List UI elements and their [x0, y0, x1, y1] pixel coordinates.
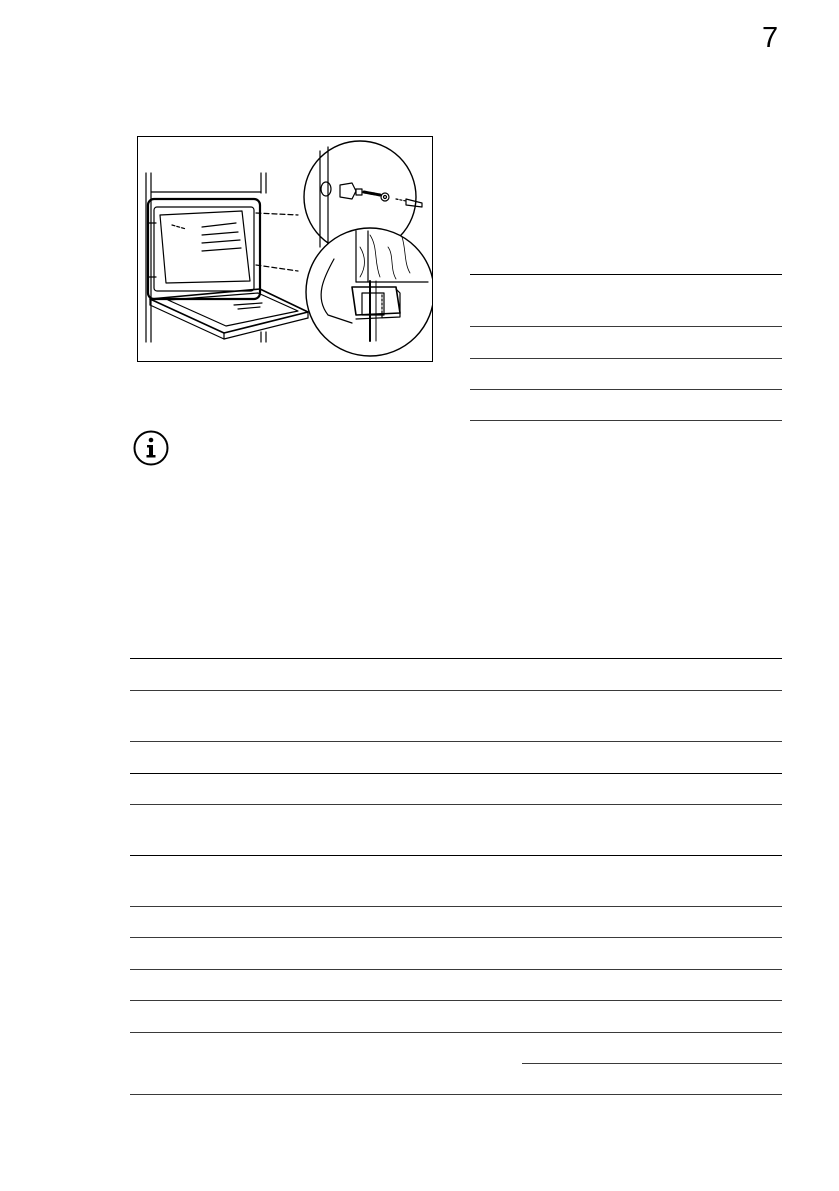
oven-installation-figure	[137, 136, 433, 362]
table-cell	[130, 970, 782, 982]
table-row	[130, 969, 782, 1000]
table-row	[130, 937, 782, 969]
table-cell	[470, 390, 782, 402]
table-row	[470, 389, 782, 421]
table-cell	[470, 359, 782, 371]
installation-table	[470, 274, 782, 421]
table-row	[130, 804, 782, 855]
table-cell	[130, 742, 782, 754]
table-row	[130, 658, 782, 690]
table-row	[130, 773, 782, 804]
table-cell	[130, 805, 782, 817]
table-row	[470, 358, 782, 389]
table-row	[130, 690, 782, 741]
table-cell	[130, 1001, 782, 1013]
table-row	[130, 1032, 782, 1095]
oven-drawing	[148, 199, 308, 339]
table-subrow-divider	[522, 1063, 782, 1064]
table-row	[130, 1000, 782, 1032]
table-row	[470, 326, 782, 358]
table-cell	[130, 907, 782, 919]
table-cell	[130, 659, 782, 671]
bracket-detail-drawing	[306, 228, 433, 356]
table-cell	[470, 327, 782, 339]
table-cell	[130, 691, 782, 703]
table-cell	[130, 856, 782, 868]
table-cell	[130, 774, 782, 786]
technical-data-table	[130, 658, 782, 1095]
table-cell	[470, 275, 782, 287]
table-cell	[130, 938, 782, 950]
page-number: 7	[762, 22, 780, 54]
table-cell	[130, 1033, 782, 1045]
table-row	[130, 855, 782, 906]
table-row	[130, 906, 782, 937]
table-row	[130, 741, 782, 773]
table-row	[470, 274, 782, 326]
info-icon	[133, 430, 169, 466]
